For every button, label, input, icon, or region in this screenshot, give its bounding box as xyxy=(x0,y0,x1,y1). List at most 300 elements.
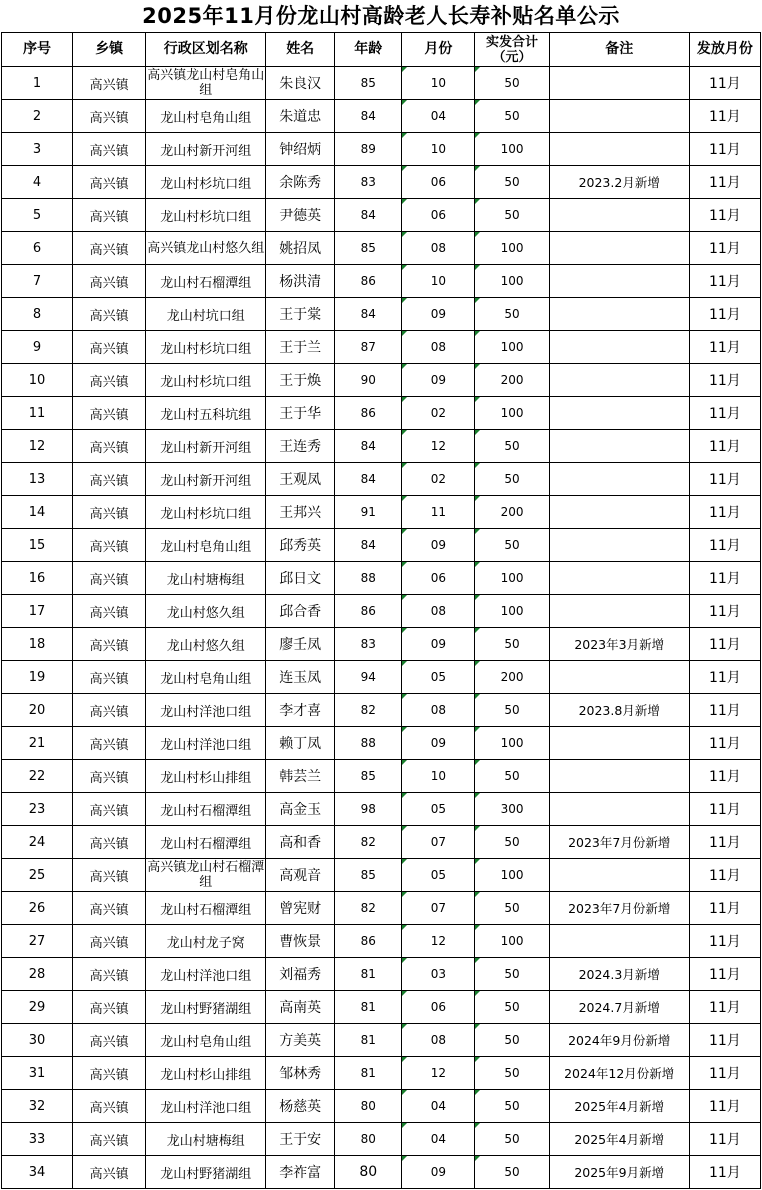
cell-town: 高兴镇 xyxy=(73,760,146,793)
cell-note: 2024年12月份新增 xyxy=(549,1057,689,1090)
cell-pay-month: 11月 xyxy=(689,892,760,925)
cell-town: 高兴镇 xyxy=(73,199,146,232)
cell-pay-month: 11月 xyxy=(689,1123,760,1156)
cell-note xyxy=(549,265,689,298)
cell-region: 龙山村洋池口组 xyxy=(146,958,266,991)
cell-note xyxy=(549,925,689,958)
cell-amount: 50 xyxy=(475,67,549,100)
cell-no: 10 xyxy=(2,364,73,397)
cell-age: 84 xyxy=(335,100,402,133)
col-header-note: 备注 xyxy=(549,33,689,67)
table-header-row xyxy=(2,33,761,67)
cell-town: 高兴镇 xyxy=(73,100,146,133)
cell-town: 高兴镇 xyxy=(73,265,146,298)
cell-amount: 200 xyxy=(475,496,549,529)
table-row xyxy=(2,892,761,925)
cell-pay-month: 11月 xyxy=(689,628,760,661)
cell-region: 龙山村五科坑组 xyxy=(146,397,266,430)
cell-town: 高兴镇 xyxy=(73,793,146,826)
cell-name: 李祚富 xyxy=(266,1156,335,1189)
cell-town: 高兴镇 xyxy=(73,364,146,397)
cell-age: 87 xyxy=(335,331,402,364)
cell-name: 李才喜 xyxy=(266,694,335,727)
cell-pay-month: 11月 xyxy=(689,496,760,529)
cell-name: 曾宪财 xyxy=(266,892,335,925)
cell-town: 高兴镇 xyxy=(73,991,146,1024)
cell-age: 86 xyxy=(335,925,402,958)
cell-month: 10 xyxy=(402,133,475,166)
cell-pay-month: 11月 xyxy=(689,859,760,892)
cell-pay-month: 11月 xyxy=(689,232,760,265)
cell-note: 2024年9月份新增 xyxy=(549,1024,689,1057)
cell-region: 高兴镇龙山村石榴潭组 xyxy=(147,860,265,890)
cell-name: 高观音 xyxy=(266,859,335,892)
cell-note xyxy=(549,760,689,793)
table-row xyxy=(2,496,761,529)
cell-region: 高兴镇龙山村皂角山组 xyxy=(147,68,265,98)
cell-month: 05 xyxy=(402,793,475,826)
cell-age: 89 xyxy=(335,133,402,166)
cell-no: 3 xyxy=(2,133,73,166)
cell-pay-month: 11月 xyxy=(689,529,760,562)
cell-no: 6 xyxy=(2,232,73,265)
cell-town: 高兴镇 xyxy=(73,1123,146,1156)
col-header-town: 乡镇 xyxy=(73,33,146,67)
cell-no: 30 xyxy=(2,1024,73,1057)
cell-note: 2025年4月新增 xyxy=(549,1123,689,1156)
cell-pay-month: 11月 xyxy=(689,364,760,397)
cell-month: 08 xyxy=(402,331,475,364)
cell-age: 90 xyxy=(335,364,402,397)
cell-amount: 50 xyxy=(475,1024,549,1057)
cell-note: 2024.3月新增 xyxy=(549,958,689,991)
cell-name: 高金玉 xyxy=(266,793,335,826)
col-header-pay-month: 发放月份 xyxy=(689,33,760,67)
table-row xyxy=(2,364,761,397)
cell-pay-month: 11月 xyxy=(689,430,760,463)
cell-note xyxy=(549,595,689,628)
cell-month: 02 xyxy=(402,397,475,430)
cell-amount: 100 xyxy=(475,595,549,628)
table-row xyxy=(2,331,761,364)
cell-region: 龙山村石榴潭组 xyxy=(146,793,266,826)
cell-no: 25 xyxy=(2,859,73,892)
cell-month: 12 xyxy=(402,430,475,463)
cell-town: 高兴镇 xyxy=(73,562,146,595)
cell-town: 高兴镇 xyxy=(73,925,146,958)
cell-month: 04 xyxy=(402,100,475,133)
cell-no: 17 xyxy=(2,595,73,628)
cell-region: 龙山村杉坑口组 xyxy=(146,166,266,199)
cell-month: 08 xyxy=(402,232,475,265)
cell-region: 龙山村野猪湖组 xyxy=(146,991,266,1024)
cell-town: 高兴镇 xyxy=(73,397,146,430)
cell-note xyxy=(549,331,689,364)
table-row xyxy=(2,628,761,661)
cell-no: 34 xyxy=(2,1156,73,1189)
cell-amount: 50 xyxy=(475,1123,549,1156)
cell-month: 10 xyxy=(402,760,475,793)
cell-amount: 100 xyxy=(475,397,549,430)
cell-note xyxy=(549,100,689,133)
cell-name: 邱秀英 xyxy=(266,529,335,562)
cell-age: 81 xyxy=(335,958,402,991)
cell-note xyxy=(549,529,689,562)
cell-name: 邱日文 xyxy=(266,562,335,595)
cell-no: 5 xyxy=(2,199,73,232)
cell-name: 刘福秀 xyxy=(266,958,335,991)
cell-note xyxy=(549,67,689,100)
cell-no: 9 xyxy=(2,331,73,364)
table-row xyxy=(2,760,761,793)
cell-month: 04 xyxy=(402,1090,475,1123)
cell-month: 12 xyxy=(402,925,475,958)
cell-pay-month: 11月 xyxy=(689,133,760,166)
cell-name: 邱合香 xyxy=(266,595,335,628)
cell-town: 高兴镇 xyxy=(73,331,146,364)
cell-region: 龙山村皂角山组 xyxy=(146,661,266,694)
cell-age: 82 xyxy=(335,892,402,925)
cell-note xyxy=(549,199,689,232)
table-row xyxy=(2,859,761,892)
cell-pay-month: 11月 xyxy=(689,925,760,958)
cell-month: 09 xyxy=(402,529,475,562)
table-row xyxy=(2,727,761,760)
table-row xyxy=(2,562,761,595)
cell-no: 24 xyxy=(2,826,73,859)
cell-month: 08 xyxy=(402,694,475,727)
table-row xyxy=(2,958,761,991)
cell-town: 高兴镇 xyxy=(73,694,146,727)
cell-age: 82 xyxy=(335,826,402,859)
cell-month: 09 xyxy=(402,628,475,661)
cell-age: 81 xyxy=(335,1057,402,1090)
cell-name: 王邦兴 xyxy=(266,496,335,529)
col-header-amount: 实发合计（元） xyxy=(475,33,549,67)
table-row xyxy=(2,463,761,496)
cell-age: 86 xyxy=(335,397,402,430)
cell-note xyxy=(549,232,689,265)
cell-name: 王连秀 xyxy=(266,430,335,463)
cell-name: 尹德英 xyxy=(266,199,335,232)
cell-pay-month: 11月 xyxy=(689,298,760,331)
cell-age: 85 xyxy=(335,859,402,892)
cell-note xyxy=(549,364,689,397)
cell-no: 21 xyxy=(2,727,73,760)
cell-no: 13 xyxy=(2,463,73,496)
cell-age: 83 xyxy=(335,166,402,199)
cell-no: 26 xyxy=(2,892,73,925)
cell-age: 83 xyxy=(335,628,402,661)
cell-month: 07 xyxy=(402,826,475,859)
cell-age: 81 xyxy=(335,991,402,1024)
cell-age: 80 xyxy=(335,1090,402,1123)
cell-no: 16 xyxy=(2,562,73,595)
cell-month: 06 xyxy=(402,166,475,199)
table-row xyxy=(2,67,761,100)
cell-name: 王于华 xyxy=(266,397,335,430)
table-row xyxy=(2,100,761,133)
cell-month: 06 xyxy=(402,199,475,232)
cell-region: 龙山村石榴潭组 xyxy=(146,892,266,925)
cell-region: 龙山村悠久组 xyxy=(146,628,266,661)
cell-month: 06 xyxy=(402,562,475,595)
cell-age: 80 xyxy=(335,1123,402,1156)
cell-age: 88 xyxy=(335,727,402,760)
cell-month: 08 xyxy=(402,1024,475,1057)
cell-month: 09 xyxy=(402,364,475,397)
cell-pay-month: 11月 xyxy=(689,166,760,199)
cell-pay-month: 11月 xyxy=(689,397,760,430)
cell-amount: 50 xyxy=(475,892,549,925)
cell-month: 12 xyxy=(402,1057,475,1090)
cell-age: 85 xyxy=(335,67,402,100)
cell-town: 高兴镇 xyxy=(73,892,146,925)
cell-region: 龙山村石榴潭组 xyxy=(146,265,266,298)
cell-pay-month: 11月 xyxy=(689,67,760,100)
table-row xyxy=(2,925,761,958)
cell-month: 09 xyxy=(402,1156,475,1189)
cell-note xyxy=(549,133,689,166)
cell-no: 12 xyxy=(2,430,73,463)
cell-region: 龙山村塘梅组 xyxy=(146,562,266,595)
cell-name: 韩芸兰 xyxy=(266,760,335,793)
cell-amount: 50 xyxy=(475,760,549,793)
cell-age: 84 xyxy=(335,199,402,232)
cell-note: 2024.7月新增 xyxy=(549,991,689,1024)
cell-amount: 50 xyxy=(475,529,549,562)
cell-town: 高兴镇 xyxy=(73,661,146,694)
cell-name: 赖丁凤 xyxy=(266,727,335,760)
cell-region: 龙山村皂角山组 xyxy=(146,1024,266,1057)
cell-name: 廖壬凤 xyxy=(266,628,335,661)
cell-region: 龙山村石榴潭组 xyxy=(146,826,266,859)
cell-town: 高兴镇 xyxy=(73,430,146,463)
cell-no: 31 xyxy=(2,1057,73,1090)
cell-name: 高和香 xyxy=(266,826,335,859)
cell-town: 高兴镇 xyxy=(73,1057,146,1090)
table-row xyxy=(2,133,761,166)
table-row xyxy=(2,661,761,694)
cell-name: 朱道忠 xyxy=(266,100,335,133)
cell-pay-month: 11月 xyxy=(689,1057,760,1090)
cell-no: 15 xyxy=(2,529,73,562)
cell-no: 11 xyxy=(2,397,73,430)
table-row xyxy=(2,199,761,232)
cell-month: 11 xyxy=(402,496,475,529)
cell-pay-month: 11月 xyxy=(689,100,760,133)
cell-amount: 200 xyxy=(475,364,549,397)
cell-age: 84 xyxy=(335,430,402,463)
cell-amount: 50 xyxy=(475,166,549,199)
cell-town: 高兴镇 xyxy=(73,496,146,529)
cell-no: 29 xyxy=(2,991,73,1024)
cell-name: 曹恢景 xyxy=(266,925,335,958)
cell-note: 2025年4月新增 xyxy=(549,1090,689,1123)
cell-month: 10 xyxy=(402,265,475,298)
cell-town: 高兴镇 xyxy=(73,1024,146,1057)
cell-no: 23 xyxy=(2,793,73,826)
cell-name: 杨慈英 xyxy=(266,1090,335,1123)
cell-no: 22 xyxy=(2,760,73,793)
cell-name: 余陈秀 xyxy=(266,166,335,199)
cell-age: 98 xyxy=(335,793,402,826)
cell-amount: 50 xyxy=(475,958,549,991)
table-row xyxy=(2,1156,761,1189)
cell-age: 91 xyxy=(335,496,402,529)
cell-amount: 50 xyxy=(475,430,549,463)
cell-region: 龙山村塘梅组 xyxy=(146,1123,266,1156)
cell-amount: 50 xyxy=(475,1057,549,1090)
cell-note xyxy=(549,793,689,826)
cell-pay-month: 11月 xyxy=(689,694,760,727)
cell-age: 84 xyxy=(335,463,402,496)
cell-town: 高兴镇 xyxy=(73,859,146,892)
cell-region: 龙山村杉山排组 xyxy=(146,1057,266,1090)
cell-amount: 200 xyxy=(475,661,549,694)
cell-name: 姚招凤 xyxy=(266,232,335,265)
table-row xyxy=(2,166,761,199)
cell-amount: 50 xyxy=(475,628,549,661)
cell-no: 14 xyxy=(2,496,73,529)
cell-region: 龙山村杉山排组 xyxy=(146,760,266,793)
cell-pay-month: 11月 xyxy=(689,826,760,859)
cell-region: 龙山村洋池口组 xyxy=(146,1090,266,1123)
cell-age: 94 xyxy=(335,661,402,694)
cell-month: 05 xyxy=(402,661,475,694)
cell-month: 04 xyxy=(402,1123,475,1156)
cell-age: 85 xyxy=(335,232,402,265)
col-header-name: 姓名 xyxy=(266,33,335,67)
cell-amount: 100 xyxy=(475,232,549,265)
cell-pay-month: 11月 xyxy=(689,661,760,694)
cell-name: 连玉凤 xyxy=(266,661,335,694)
cell-amount: 50 xyxy=(475,100,549,133)
col-header-month: 月份 xyxy=(402,33,475,67)
table-row xyxy=(2,265,761,298)
cell-region: 龙山村新开河组 xyxy=(146,463,266,496)
cell-name: 王于棠 xyxy=(266,298,335,331)
cell-month: 10 xyxy=(402,67,475,100)
cell-town: 高兴镇 xyxy=(73,67,146,100)
cell-no: 27 xyxy=(2,925,73,958)
cell-no: 18 xyxy=(2,628,73,661)
cell-month: 09 xyxy=(402,298,475,331)
cell-town: 高兴镇 xyxy=(73,463,146,496)
cell-town: 高兴镇 xyxy=(73,529,146,562)
cell-age: 82 xyxy=(335,694,402,727)
cell-town: 高兴镇 xyxy=(73,133,146,166)
cell-no: 7 xyxy=(2,265,73,298)
cell-amount: 50 xyxy=(475,991,549,1024)
cell-name: 王于焕 xyxy=(266,364,335,397)
cell-region: 龙山村洋池口组 xyxy=(146,727,266,760)
cell-no: 4 xyxy=(2,166,73,199)
table-row xyxy=(2,826,761,859)
cell-name: 王观凤 xyxy=(266,463,335,496)
cell-region: 龙山村坑口组 xyxy=(146,298,266,331)
cell-name: 王于兰 xyxy=(266,331,335,364)
cell-pay-month: 11月 xyxy=(689,793,760,826)
cell-age: 80 xyxy=(335,1156,402,1189)
cell-region: 龙山村杉坑口组 xyxy=(146,199,266,232)
cell-amount: 100 xyxy=(475,925,549,958)
cell-no: 32 xyxy=(2,1090,73,1123)
table-row xyxy=(2,694,761,727)
cell-no: 19 xyxy=(2,661,73,694)
cell-age: 88 xyxy=(335,562,402,595)
cell-note xyxy=(549,727,689,760)
cell-town: 高兴镇 xyxy=(73,595,146,628)
cell-amount: 100 xyxy=(475,562,549,595)
cell-town: 高兴镇 xyxy=(73,958,146,991)
cell-month: 09 xyxy=(402,727,475,760)
cell-pay-month: 11月 xyxy=(689,1024,760,1057)
cell-note xyxy=(549,430,689,463)
cell-no: 20 xyxy=(2,694,73,727)
cell-town: 高兴镇 xyxy=(73,727,146,760)
cell-region: 龙山村洋池口组 xyxy=(146,694,266,727)
cell-amount: 50 xyxy=(475,694,549,727)
cell-note xyxy=(549,298,689,331)
cell-amount: 50 xyxy=(475,199,549,232)
cell-amount: 50 xyxy=(475,826,549,859)
cell-name: 钟绍炳 xyxy=(266,133,335,166)
cell-region: 龙山村悠久组 xyxy=(146,595,266,628)
cell-note xyxy=(549,859,689,892)
cell-town: 高兴镇 xyxy=(73,232,146,265)
cell-region: 龙山村杉坑口组 xyxy=(146,364,266,397)
cell-pay-month: 11月 xyxy=(689,199,760,232)
cell-note: 2023年3月新增 xyxy=(549,628,689,661)
table-row xyxy=(2,397,761,430)
cell-town: 高兴镇 xyxy=(73,1156,146,1189)
cell-pay-month: 11月 xyxy=(689,265,760,298)
cell-amount: 50 xyxy=(475,298,549,331)
cell-pay-month: 11月 xyxy=(689,1090,760,1123)
cell-age: 84 xyxy=(335,529,402,562)
cell-age: 81 xyxy=(335,1024,402,1057)
cell-name: 高南英 xyxy=(266,991,335,1024)
cell-region: 龙山村野猪湖组 xyxy=(146,1156,266,1189)
cell-pay-month: 11月 xyxy=(689,760,760,793)
cell-age: 86 xyxy=(335,595,402,628)
table-row xyxy=(2,529,761,562)
table-row xyxy=(2,793,761,826)
cell-age: 84 xyxy=(335,298,402,331)
cell-amount: 100 xyxy=(475,859,549,892)
col-header-no: 序号 xyxy=(2,33,73,67)
cell-pay-month: 11月 xyxy=(689,1156,760,1189)
cell-name: 邹林秀 xyxy=(266,1057,335,1090)
cell-amount: 300 xyxy=(475,793,549,826)
cell-region: 龙山村皂角山组 xyxy=(146,529,266,562)
cell-note xyxy=(549,463,689,496)
table-row xyxy=(2,232,761,265)
cell-month: 06 xyxy=(402,991,475,1024)
cell-month: 07 xyxy=(402,892,475,925)
cell-no: 8 xyxy=(2,298,73,331)
cell-month: 08 xyxy=(402,595,475,628)
col-header-region: 行政区划名称 xyxy=(146,33,266,67)
cell-region: 龙山村新开河组 xyxy=(146,430,266,463)
cell-name: 方美英 xyxy=(266,1024,335,1057)
cell-pay-month: 11月 xyxy=(689,958,760,991)
cell-amount: 50 xyxy=(475,463,549,496)
table-row xyxy=(2,430,761,463)
cell-note: 2023.2月新增 xyxy=(549,166,689,199)
cell-amount: 50 xyxy=(475,1090,549,1123)
